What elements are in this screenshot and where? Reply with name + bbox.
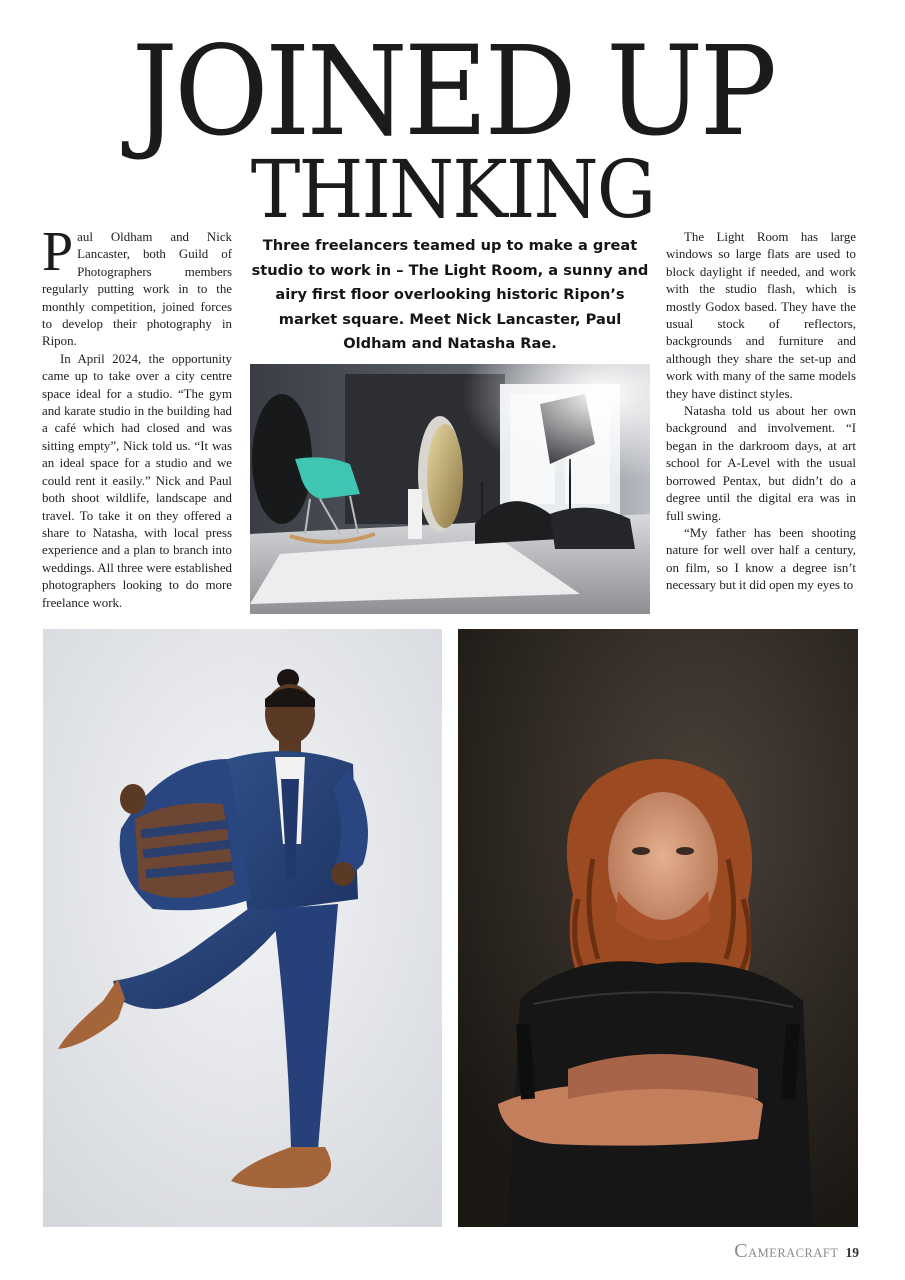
right-paragraph-2: Natasha told us about her own background and involvement. “I began in the darkroom days, at art school for A-Level with the usual borrowed Pentax, but didn’t do a degree until the digital era was in full swing.: [666, 404, 856, 523]
headline-line-1: JOINED UP: [131, 20, 774, 164]
left-column: [42, 221, 232, 612]
dancing-man-photo: [43, 629, 442, 1227]
left-paragraph-2: In April 2024, the opportunity came up to take over a city centre space ideal for a studio. “The gym and karate studio in the building had a café which had closed and was sitting empty”, Nick told us. “It was an ideal space for a studio and we could rent it easily.” Nick and Paul both shoot wildlife, landscape and travel. To take it on they offered a share to Natasha, with local press experience and a plan to branch into weddings. All three were established photographers looking to do more freelance work.: [42, 351, 232, 610]
drop-cap: P: [42, 221, 74, 283]
right-paragraph-1: The Light Room has large windows so large flats are used to block daylight if needed, and work with the studio flash, which is mostly Godox based. They have the usual stock of reflectors, backgrounds and furniture and although they share the set-up and work with many of the same models they have distinct styles.: [666, 230, 856, 401]
standfirst: Three freelancers teamed up to make a great studio to work in – The Light Room, a sunny and airy first floor overlooking historic Ripon’s market square. Meet Nick Lancaster, Paul Oldham and Natasha Rae.: [251, 237, 649, 352]
page-footer: [734, 1240, 859, 1262]
curly-haired-man-portrait: [458, 629, 858, 1227]
magazine-logo: CAMERACRAFT: [734, 1240, 839, 1262]
right-paragraph-3: “My father has been shooting nature for well over half a century, on film, so I know a degree isn’t necessary but it did open my eyes to: [666, 525, 856, 593]
studio-interior-photo: [250, 364, 650, 614]
left-paragraph-1-text: aul Oldham and Nick Lancaster, both Guild of Photographers members regularly putting work in to the monthly competition, joined forces to develop their photography in Ripon.: [42, 230, 232, 349]
page-number: 19: [845, 1245, 859, 1260]
headline-line-2: THINKING: [250, 143, 655, 236]
right-column: [666, 229, 856, 614]
left-paragraph-1: [42, 221, 232, 351]
